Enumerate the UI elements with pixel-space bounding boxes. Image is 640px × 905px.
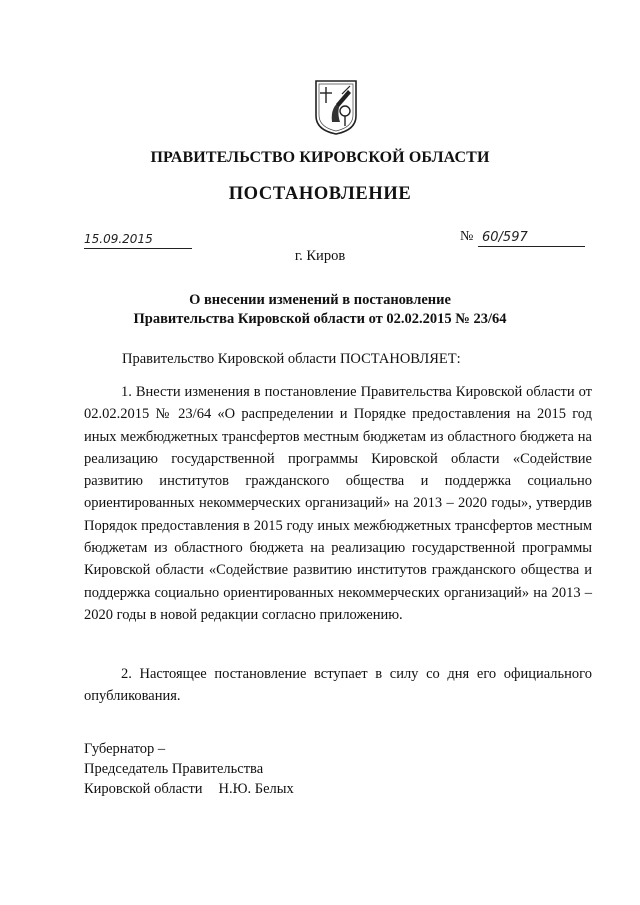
paragraph-1: 1. Внести изменения в постановление Правительства Кировской области от 02.02.2015 № 23/64 «О распределении и Порядке предоставления на 2015 год иных межбюджетных трансфертов местным бюджетам из областного бюджета на реализацию государственной программы Кировской области «Содействие развитию институтов гражданского общества и поддержка социально ориентированных некоммерческих организаций» на 2013 – 2020 годы», утвердив Порядок предоставления в 2015 году иных межбюджетных трансфертов местным бюджетам из областного бюджета на реализацию государственной программы Кировской области «Содействие развитию институтов гражданского общества и поддержка социально ориентированных некоммерческих организаций» на 2013 – 2020 годы в новой редакции согласно приложению. <box>84 384 592 623</box>
preamble: Правительство Кировской области ПОСТАНОВЛЯЕТ: <box>122 351 461 367</box>
signature-block <box>84 739 294 799</box>
signature-line-3 <box>84 779 294 799</box>
date-field <box>84 231 192 249</box>
date-value: 15.09.2015 <box>84 232 153 246</box>
signature-line-1: Губернатор – <box>84 741 166 757</box>
signature-line-2: Председатель Правительства <box>84 761 264 777</box>
subject-line-2: Правительства Кировской области от 02.02.2015 № 23/64 <box>133 311 507 327</box>
kirov-region-coat-of-arms-icon <box>312 78 360 136</box>
city-label: г. Киров <box>294 248 346 264</box>
government-title: ПРАВИТЕЛЬСТВО КИРОВСКОЙ ОБЛАСТИ <box>150 149 490 166</box>
number-field <box>478 229 585 247</box>
document-type: ПОСТАНОВЛЕНИЕ <box>228 184 412 204</box>
number-sign: № <box>460 229 474 244</box>
signature-region: Кировской области <box>84 781 203 797</box>
signatory-name: Н.Ю. Белых <box>218 781 294 797</box>
number-value: 60/597 <box>482 230 528 245</box>
subject-line-1: О внесении изменений в постановление <box>189 292 451 308</box>
paragraph-2: 2. Настоящее постановление вступает в силу со дня его официального опубликования. <box>84 666 592 705</box>
document-subject <box>60 291 580 329</box>
